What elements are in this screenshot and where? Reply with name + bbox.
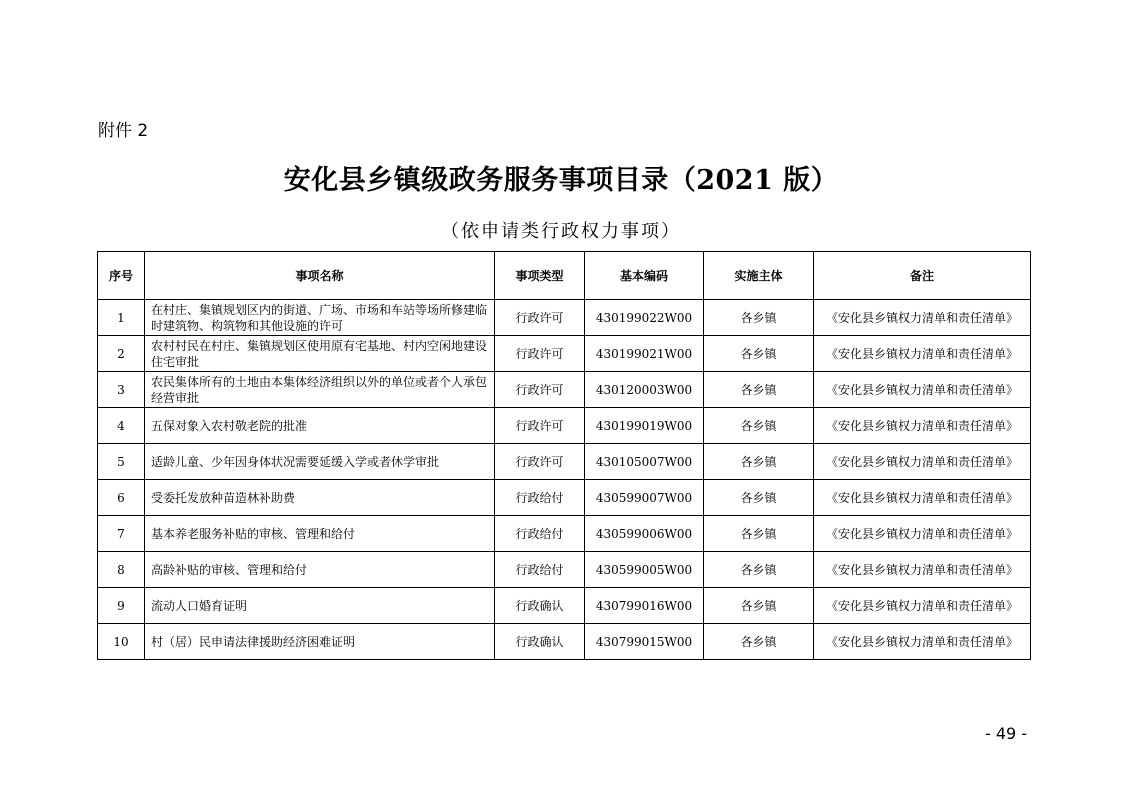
page-subtitle: （依申请类行政权力事项） [441,221,681,242]
page-number: - 49 - [985,724,1028,743]
table-row [98,552,1031,588]
cell-seq: 1 [98,300,145,336]
cell-subject: 各乡镇 [704,300,814,336]
cell-type: 行政给付 [495,552,585,588]
attachment-label: 附件 2 [98,121,149,141]
cell-seq: 8 [98,552,145,588]
cell-code: 430599005W00 [585,552,704,588]
cell-type: 行政给付 [495,516,585,552]
cell-subject: 各乡镇 [704,444,814,480]
cell-remark: 《安化县乡镇权力清单和责任清单》 [814,372,1031,408]
cell-code: 430799015W00 [585,624,704,660]
table-header-row [98,252,1031,300]
cell-type: 行政许可 [495,336,585,372]
cell-type: 行政许可 [495,300,585,336]
cell-type: 行政确认 [495,624,585,660]
cell-type: 行政许可 [495,372,585,408]
cell-type: 行政许可 [495,408,585,444]
cell-remark: 《安化县乡镇权力清单和责任清单》 [814,588,1031,624]
cell-type: 行政确认 [495,588,585,624]
header-type: 事项类型 [495,252,585,300]
table-row [98,300,1031,336]
table-row [98,516,1031,552]
cell-type: 行政给付 [495,480,585,516]
cell-subject: 各乡镇 [704,372,814,408]
cell-seq: 2 [98,336,145,372]
cell-name: 受委托发放种苗造林补助费 [145,480,495,516]
cell-code: 430599006W00 [585,516,704,552]
cell-type: 行政许可 [495,444,585,480]
cell-subject: 各乡镇 [704,516,814,552]
cell-seq: 3 [98,372,145,408]
table-row [98,408,1031,444]
cell-remark: 《安化县乡镇权力清单和责任清单》 [814,444,1031,480]
cell-name: 流动人口婚育证明 [145,588,495,624]
cell-remark: 《安化县乡镇权力清单和责任清单》 [814,624,1031,660]
header-remark: 备注 [814,252,1031,300]
cell-code: 430199022W00 [585,300,704,336]
cell-code: 430120003W00 [585,372,704,408]
service-catalog-table [97,251,1031,660]
table-row [98,372,1031,408]
cell-seq: 6 [98,480,145,516]
cell-remark: 《安化县乡镇权力清单和责任清单》 [814,336,1031,372]
table-row [98,624,1031,660]
page-title: 安化县乡镇级政务服务事项目录（2021 版） [283,165,839,196]
cell-remark: 《安化县乡镇权力清单和责任清单》 [814,480,1031,516]
table-row [98,588,1031,624]
cell-remark: 《安化县乡镇权力清单和责任清单》 [814,300,1031,336]
header-subject: 实施主体 [704,252,814,300]
cell-name: 适龄儿童、少年因身体状况需要延缓入学或者休学审批 [145,444,495,480]
table-row [98,480,1031,516]
cell-code: 430105007W00 [585,444,704,480]
cell-remark: 《安化县乡镇权力清单和责任清单》 [814,408,1031,444]
cell-subject: 各乡镇 [704,624,814,660]
cell-code: 430599007W00 [585,480,704,516]
header-seq: 序号 [98,252,145,300]
cell-subject: 各乡镇 [704,552,814,588]
cell-seq: 9 [98,588,145,624]
cell-code: 430799016W00 [585,588,704,624]
cell-name: 基本养老服务补贴的审核、管理和给付 [145,516,495,552]
cell-subject: 各乡镇 [704,408,814,444]
cell-name: 在村庄、集镇规划区内的街道、广场、市场和车站等场所修建临时建筑物、构筑物和其他设施的许可 [145,300,495,336]
header-name: 事项名称 [145,252,495,300]
cell-seq: 7 [98,516,145,552]
cell-subject: 各乡镇 [704,588,814,624]
table-row [98,336,1031,372]
cell-remark: 《安化县乡镇权力清单和责任清单》 [814,516,1031,552]
cell-name: 高龄补贴的审核、管理和给付 [145,552,495,588]
cell-subject: 各乡镇 [704,336,814,372]
cell-seq: 10 [98,624,145,660]
cell-subject: 各乡镇 [704,480,814,516]
cell-name: 农民集体所有的土地由本集体经济组织以外的单位或者个人承包经营审批 [145,372,495,408]
cell-name: 五保对象入农村敬老院的批准 [145,408,495,444]
header-code: 基本编码 [585,252,704,300]
cell-seq: 5 [98,444,145,480]
table-row [98,444,1031,480]
cell-code: 430199021W00 [585,336,704,372]
cell-name: 农村村民在村庄、集镇规划区使用原有宅基地、村内空闲地建设住宅审批 [145,336,495,372]
cell-name: 村（居）民申请法律援助经济困难证明 [145,624,495,660]
cell-code: 430199019W00 [585,408,704,444]
cell-remark: 《安化县乡镇权力清单和责任清单》 [814,552,1031,588]
cell-seq: 4 [98,408,145,444]
